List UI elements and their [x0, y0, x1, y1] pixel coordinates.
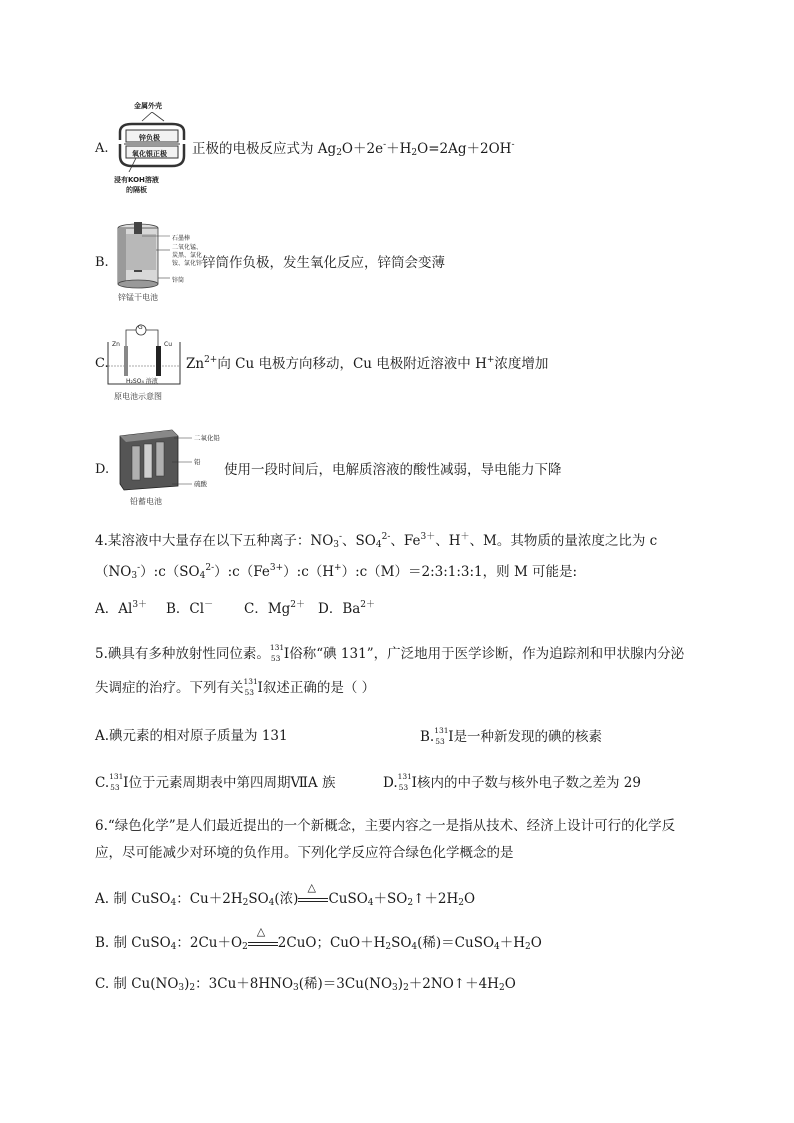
- fig-d-label-pbo2: 二氧化铅: [194, 434, 220, 442]
- silver-oxide-battery-figure: [112, 100, 192, 200]
- q4-option-d: D．$Ba^{2+}$: [318, 600, 376, 617]
- fig-a-label-zinc: 锌负极: [139, 134, 160, 142]
- option-b-text: 锌筒作负极，发生氧化反应，锌筒会变薄: [202, 255, 445, 271]
- fig-b-battery-shape: [112, 220, 172, 290]
- option-c-letter: C.: [95, 356, 109, 371]
- q5-line-1: 5.碘具有多种放射性同位素。 131 53 I俗称“碘 131”，广泛地用于医学诊断，作为追踪剂和甲状腺内分泌: [95, 643, 685, 663]
- fig-c-label-solution: H₂SO₄ 溶液: [126, 378, 158, 385]
- heating-condition-sign: △: [248, 933, 278, 947]
- q4-option-b: B．Cl－: [166, 600, 214, 617]
- option-b-letter: B.: [95, 255, 109, 270]
- fig-a-label-separator-2: 的隔板: [126, 186, 147, 194]
- q4-option-c: C．$Mg^{2+}$: [244, 600, 306, 617]
- fig-d-label-lead: 铅: [194, 458, 201, 466]
- fig-a-label-silver-oxide: 氧化银正极: [132, 150, 167, 158]
- heating-condition-sign: △: [298, 889, 328, 903]
- iodine-131-isotope: 131 53: [397, 772, 412, 792]
- fig-c-label-cu: Cu: [164, 341, 172, 348]
- fig-b-label-carbon: 炭黑、氯化: [172, 252, 203, 259]
- q6-option-a: A. 制 CuSO$_4$：$Cu+2H_2SO_4$(浓) △ $CuSO_4+SO_2↑+2H_2O$: [95, 881, 476, 908]
- lead-acid-battery-figure: [112, 426, 224, 508]
- zinc-manganese-battery-figure: [112, 220, 202, 305]
- q4-line-1: 4.某溶液中大量存在以下五种离子：$NO_3^-$、$SO_4^{2-}$、$Fe^{3+}$、H＋、M。其物质的量浓度之比为 c: [95, 532, 658, 550]
- q6-line-1: 6.“绿色化学”是人们最近提出的一个新概念，主要内容之一是指从技术、经济上设计可行的化学反: [95, 818, 676, 834]
- iodine-131-isotope: 131 53: [269, 643, 285, 663]
- option-d-text: 使用一段时间后，电解质溶液的酸性减弱，导电能力下降: [224, 462, 562, 478]
- option-a-text: 正极的电极反应式为 $Ag_2O+2e^-+H_2O=2Ag+2OH^-$: [192, 140, 515, 158]
- q5-option-b: B. 131 53 I是一种新发现的碘的核素: [420, 726, 603, 746]
- option-d-letter: D.: [95, 462, 110, 477]
- fig-a-label-shell: 金属外壳: [134, 102, 162, 110]
- iodine-131-isotope: 131 53: [434, 726, 449, 746]
- fig-b-label-zinc-can: 锌筒: [172, 277, 185, 284]
- q6-line-2: 应，尽可能减少对环境的负作用。下列化学反应符合绿色化学概念的是: [95, 845, 514, 861]
- fig-b-label-graphite: 石墨棒: [172, 235, 191, 242]
- fig-a-label-separator-1: 浸有KOH溶液: [114, 176, 159, 184]
- q4-option-a: A．$Al^{3+}$: [95, 600, 148, 617]
- iodine-131-isotope: 131 53: [109, 772, 124, 792]
- fig-c-caption: 原电池示意图: [114, 392, 162, 401]
- fig-d-caption: 铅蓄电池: [130, 497, 162, 506]
- fig-c-label-zn: Zn: [112, 341, 120, 348]
- iodine-131-isotope: 131 53: [243, 677, 258, 697]
- option-c-text: $Zn^{2+}$向 Cu 电极方向移动，Cu 电极附近溶液中 H+浓度增加: [186, 355, 549, 372]
- option-a-letter: A.: [95, 141, 109, 156]
- q6-option-b: B. 制 CuSO$_4$：$2Cu+O_2$ △ 2CuO；$CuO+H_2SO_4$(稀)$=CuSO_4+H_2O$: [95, 925, 542, 952]
- q5-option-a: A.碘元素的相对原子质量为 131: [95, 728, 288, 744]
- fig-b-label-nh4cl: 铵、氯化锌: [172, 260, 203, 267]
- q5-line-2: 失调症的治疗。下列有关 131 53 I叙述正确的是（ ）: [95, 677, 376, 697]
- fig-d-label-acid: 硫酸: [194, 480, 207, 488]
- q6-option-c: C. 制 $Cu(NO_3)_2$：$3Cu+8HNO_3$(稀)$=3Cu(NO_3)_2+2NO↑+4H_2O$: [95, 976, 516, 993]
- fig-b-label-mno2: 二氧化锰、: [172, 244, 203, 251]
- fig-b-caption: 锌锰干电池: [118, 293, 158, 302]
- galvanic-cell-figure: [104, 320, 186, 402]
- fig-c-label-meter: G: [138, 324, 143, 331]
- q5-option-d: D. 131 53 I核内的中子数与核外电子数之差为 29: [383, 772, 641, 792]
- q4-line-2: $(NO_3^-):c(SO_4^{2-}):c(Fe^{3+}):c(H^+):c(M)=2:3:1:3:1$，则 M 可能是:: [95, 563, 578, 581]
- q5-option-c: C. 131 53 I位于元素周期表中第四周期ⅦA 族: [95, 772, 336, 792]
